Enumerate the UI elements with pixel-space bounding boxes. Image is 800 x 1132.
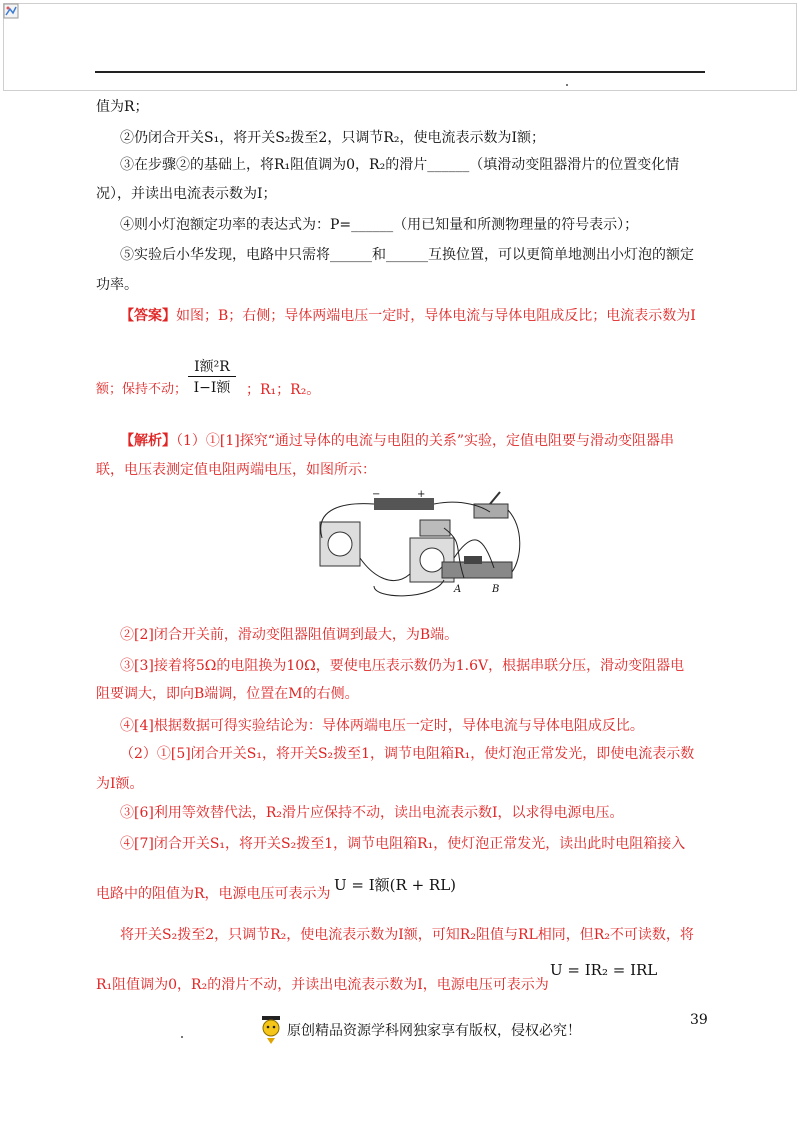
header-dot xyxy=(566,84,568,86)
power-denominator: I−I额 xyxy=(193,380,231,396)
page-number: 39 xyxy=(690,1012,708,1028)
analysis-line: 将开关S₂拨至2，只调节R₂，使电流表示数为I额，可知R₂阻值与RL相同，但R₂不可读数，将 xyxy=(120,927,694,943)
answer-text: 如图；B；右侧；导体两端电压一定时，导体电流与导体电阻成反比；电流表示数为I xyxy=(176,308,696,324)
analysis-line: R₁阻值调为0，R₂的滑片不动，并读出电流表示数为I，电源电压可表示为 xyxy=(96,977,549,993)
answer-tag: 【答案】 xyxy=(120,308,176,324)
text-line: 功率。 xyxy=(96,277,138,293)
analysis-line xyxy=(120,431,674,451)
mascot-icon xyxy=(259,1014,283,1046)
footer-dot xyxy=(181,1036,183,1038)
analysis-line: ③[3]接着将5Ω的电阻换为10Ω，要使电压表示数仍为1.6V，根据串联分压，滑动变阻器电 xyxy=(120,658,685,674)
analysis-line: 阻要调大，即向B端调，位置在M的右侧。 xyxy=(96,686,359,702)
analysis-line: 联，电压表测定值电阻两端电压，如图所示： xyxy=(96,462,376,478)
rheostat-end-b-label: B xyxy=(492,584,500,595)
text-line: ③在步骤②的基础上，将R₁阻值调为0，R₂的滑片______（填滑动变阻器滑片的位置变化情 xyxy=(120,157,680,173)
analysis-text: （1）①[1]探究“通过导体的电流与电阻的关系”实验，定值电阻要与滑动变阻器串 xyxy=(176,433,675,449)
analysis-line: ④[4]根据数据可得实验结论为：导体两端电压一定时，导体电流与导体电阻成反比。 xyxy=(120,718,644,734)
text-line: 况），并读出电流表示数为I； xyxy=(96,186,277,202)
text-line: ⑤实验后小华发现，电路中只需将______和______互换位置，可以更简单地测出小灯泡的额定 xyxy=(120,247,694,263)
rheostat-end-a-label: A xyxy=(454,584,462,595)
answer-line xyxy=(120,306,696,326)
voltage-formula-2: U = IR₂ = IRL xyxy=(550,961,658,979)
circuit-diagram xyxy=(314,488,526,600)
analysis-line: ③[6]利用等效替代法，R₂滑片应保持不动，读出电流表示数I，以求得电源电压。 xyxy=(120,805,624,821)
answer-tail-a: 额；保持不动； xyxy=(96,382,188,397)
analysis-line: （2）①[5]闭合开关S₁，将开关S₂拨至1，调节电阻箱R₁，使灯泡正常发光，即使电流表示数 xyxy=(120,746,695,762)
analysis-line: 电路中的阻值为R，电源电压可表示为 xyxy=(96,886,331,902)
battery-minus-label: − xyxy=(372,489,381,500)
analysis-line: ④[7]闭合开关S₁，将开关S₂拨至1，调节电阻箱R₁，使灯泡正常发光，读出此时电阻箱接入 xyxy=(120,836,686,852)
power-fraction xyxy=(188,356,236,397)
text-line: 值为R； xyxy=(96,99,149,115)
text-line: ④则小灯泡额定功率的表达式为：P=______（用已知量和所测物理量的符号表示）； xyxy=(120,217,639,233)
header-frame xyxy=(3,3,797,91)
text-line: ②仍闭合开关S₁，将开关S₂拨至2，只调节R₂，使电流表示数为I额； xyxy=(120,130,545,146)
analysis-line: ②[2]闭合开关前，滑动变阻器阻值调到最大，为B端。 xyxy=(120,627,459,643)
broken-image-icon xyxy=(3,3,19,19)
battery-plus-label: + xyxy=(417,489,426,500)
header-rule xyxy=(95,71,705,73)
power-numerator: I额²R xyxy=(188,356,236,377)
analysis-line: 为I额。 xyxy=(96,776,144,792)
voltage-formula-1: U = I额(R + RL) xyxy=(334,876,457,894)
analysis-tag: 【解析】 xyxy=(120,433,176,449)
answer-tail-b: ；R₁；R₂。 xyxy=(246,382,321,398)
footer-copyright: 原创精品资源学科网独家享有版权，侵权必究！ xyxy=(287,1023,581,1039)
